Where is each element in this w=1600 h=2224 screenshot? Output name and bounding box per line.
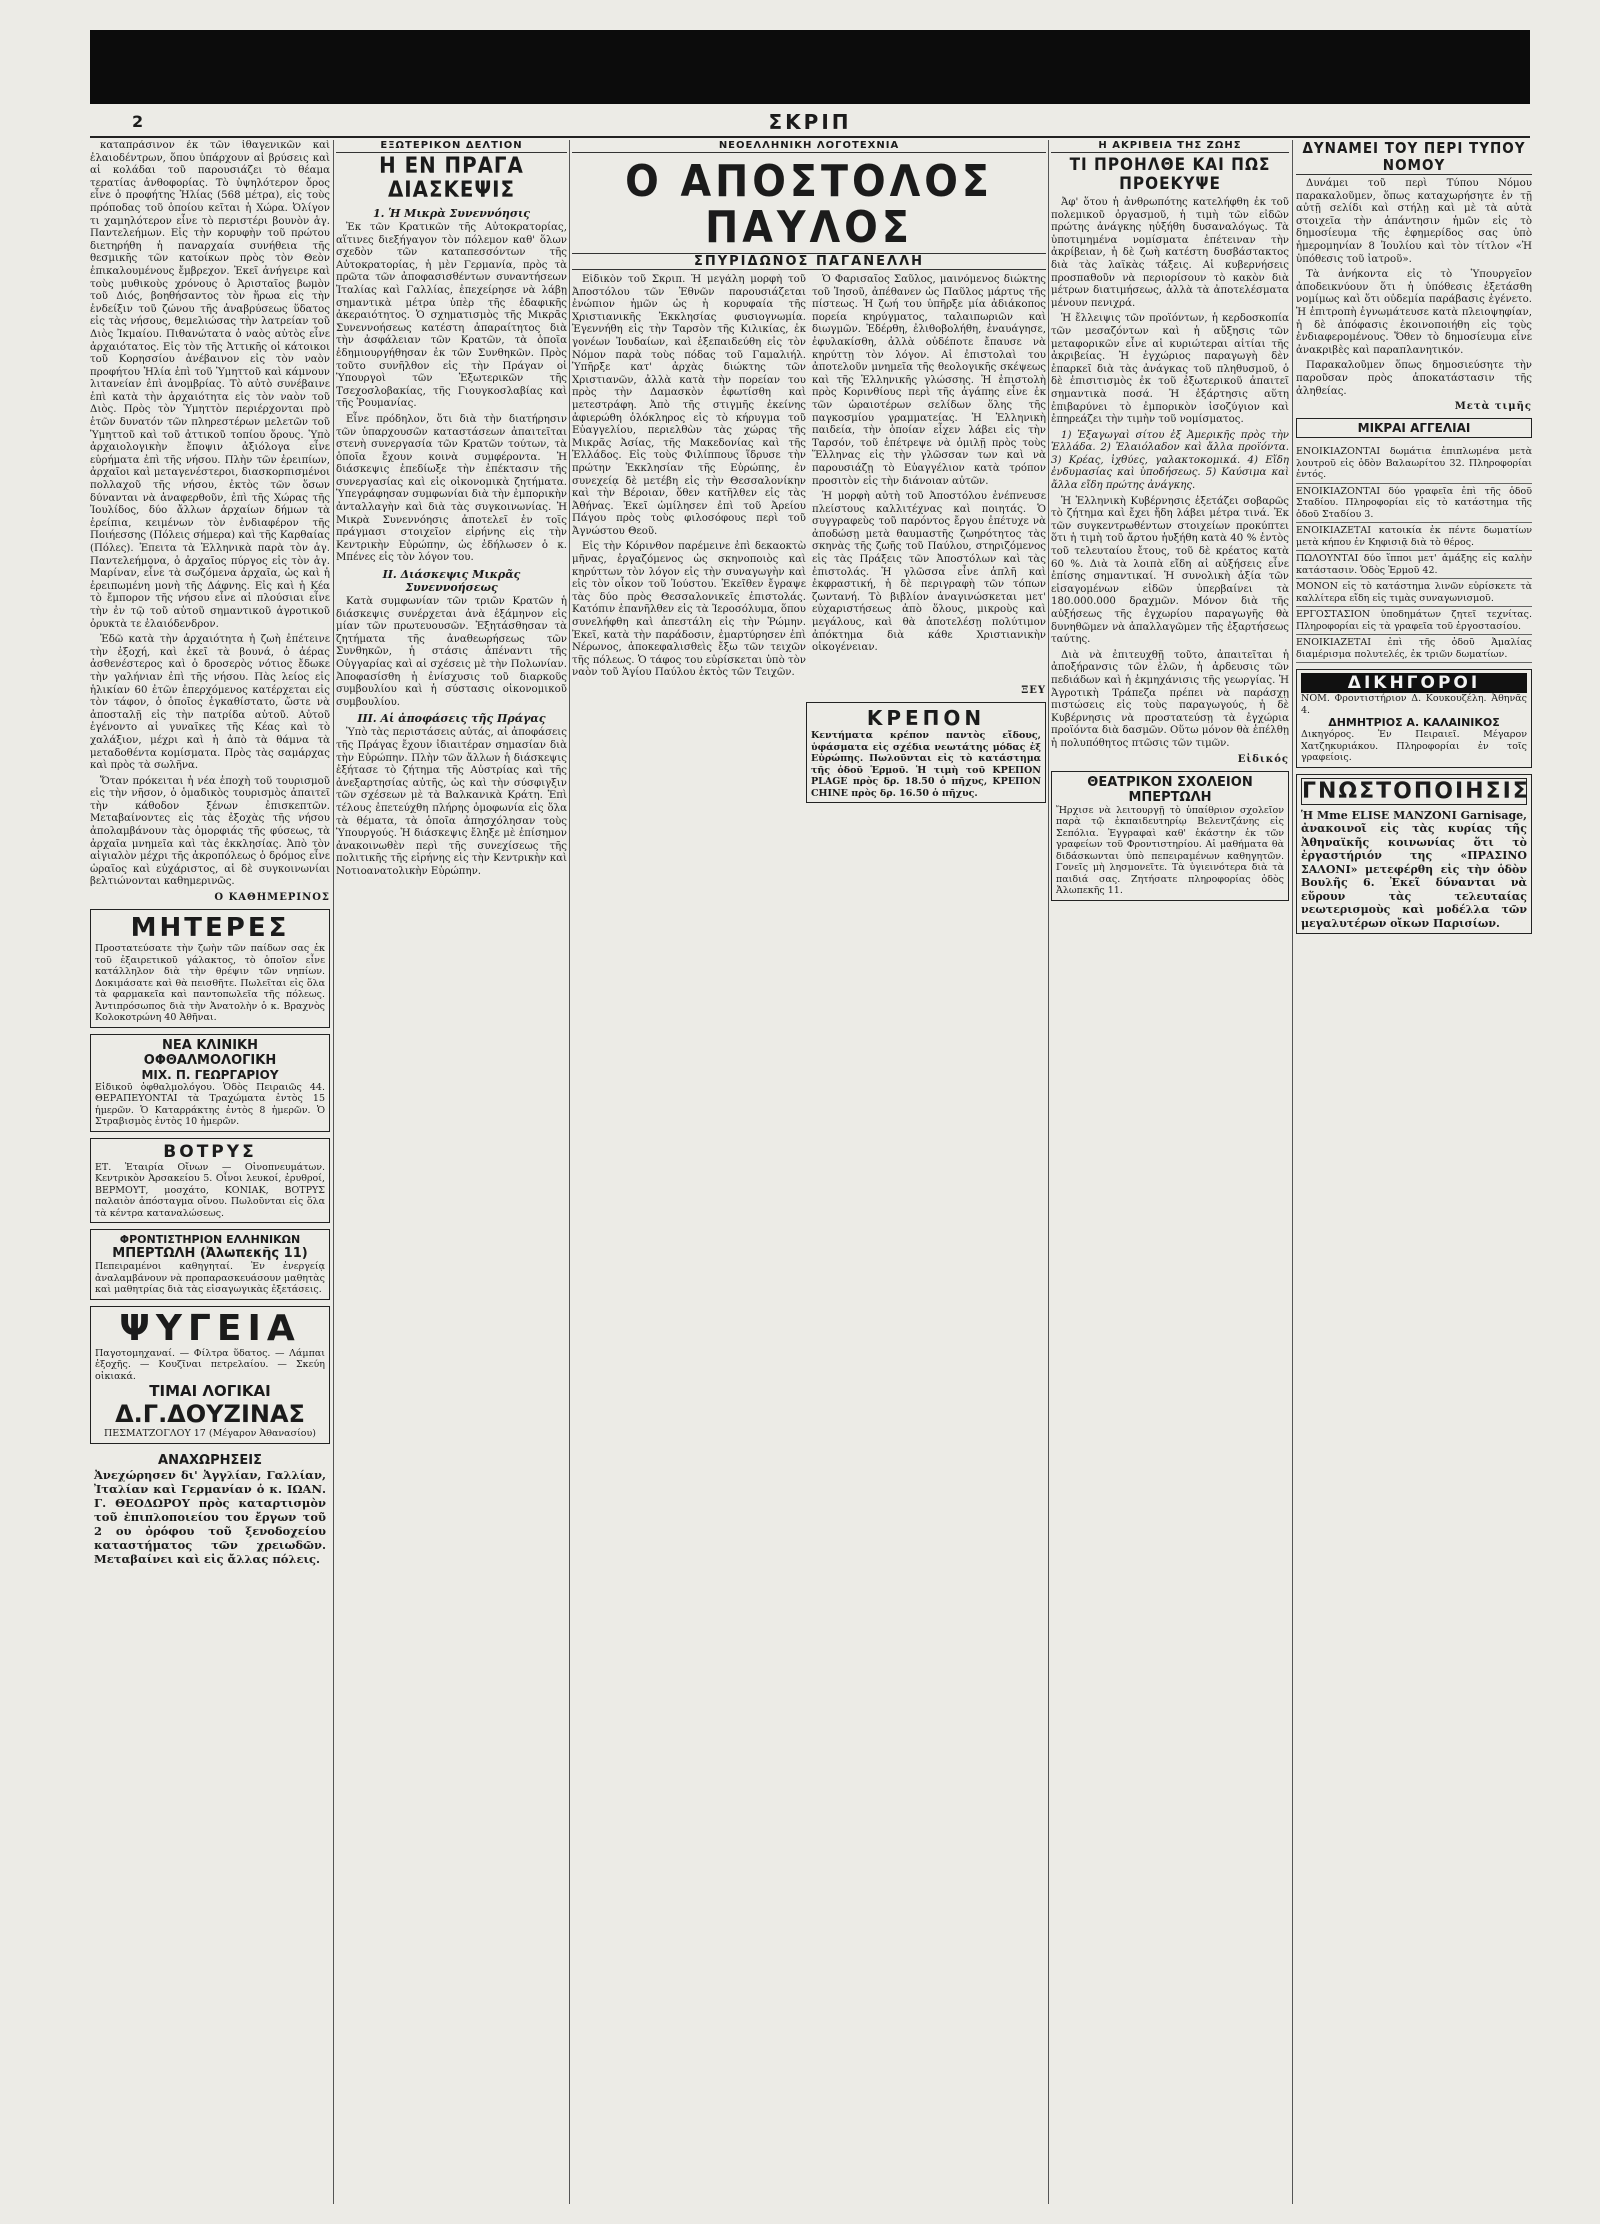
ad-text: Δικηγόρος. Ἐν Πειραιεῖ. Μέγαρον Χατζηκυριάκου. Πληροφορίαι ἐν τοῖς γραφείοις.: [1301, 729, 1527, 764]
ad-botrys: [90, 1138, 330, 1224]
column-rule: [1292, 140, 1293, 2204]
classified-item: ΕΝΟΙΚΙΑΖΕΤΑΙ κατοικία ἐκ πέντε δωματίων μετὰ κήπου ἐν Κηφισιᾷ διὰ τὸ θέρος.: [1296, 523, 1532, 551]
ad-text: Ἡ Mme ELISE MANZONI Garnisage, ἀνακοινοῖ εἰς τὰς κυρίας τῆς Ἀθηναϊκῆς κοινωνίας ὅτι τὸ ἐργαστήριόν της «ΠΡΑΣΙΝΟ ΣΑΛΟΝΙ» μετεφέρθη εἰς τὴν ὁδὸν Βουλῆς 6. Ἐκεῖ δύνανται νὰ εὕρουν τὰς τελευταίας νεωτερισμοὺς καὶ μοδέλλα τῶν μεγαλυτέρων οἴκων Παρισίων.: [1301, 808, 1527, 930]
article-text: Ὁ Φαρισαῖος Σαῦλος, μαινόμενος διώκτης τοῦ Ἰησοῦ, ἀπέθανεν ὡς Παῦλος μάρτυς τῆς πίστεως. Ἡ ζωή του ὑπῆρξε μία ἀδιάκοπος πορεία κηρύγματος, ταλαιπωριῶν καὶ διωγμῶν. Ἐδέρθη, ἐλιθοβολήθη, ἐναυάγησε, ἐφυλακίσθη, ἀλλὰ οὐδέποτε ἔπαυσε νὰ κηρύττῃ τὸν λόγον. Αἱ ἐπιστολαὶ του ἀποτελοῦν μνημεῖα τῆς θεολογικῆς σκέψεως καὶ τῆς Ἑλληνικῆς γλώσσης. Ἡ ἐπιστολὴ πρὸς Κορινθίους περὶ τῆς ἀγάπης εἶνε ἐκ τῶν ὡραιοτέρων σελίδων ὅλης τῆς παγκοσμίου γραμματείας. Ἡ Ἑλληνικὴ παιδεία, τὴν ὁποίαν εἶχεν λάβει εἰς τὴν Ταρσόν, τοῦ ἐπέτρεψε νὰ ὁμιλῇ πρὸς τοὺς Ἕλληνας εἰς τὴν γλῶσσαν των καὶ νὰ παρουσιάζῃ τὸ Εὐαγγέλιον κατὰ τρόπον προσιτὸν εἰς τὴν διάνοιαν αὐτῶν.: [812, 274, 1046, 487]
article-text: Διὰ νὰ ἐπιτευχθῇ τοῦτο, ἀπαιτεῖται ἡ ἀποξήρανσις τῶν ἑλῶν, ἡ ἀρδευσις τῶν πεδιάδων καὶ ἡ ἐκμηχάνισις τῆς γεωργίας. Ἡ Ἀγροτικὴ Τράπεζα πρέπει νὰ παράσχῃ πιστώσεις εἰς τοὺς παραγωγούς, ἡ δὲ Κυβέρνησις νὰ προστατεύσῃ τὰ ἐγχώρια προϊόντα διὰ δασμῶν. Οὕτω μόνον θὰ ἐπέλθῃ ἡ πολυπόθητος πτῶσις τῶν τιμῶν.: [1051, 649, 1289, 749]
classified-item: ΕΝΟΙΚΙΑΖΕΤΑΙ ἐπὶ τῆς ὁδοῦ Ἀμαλίας διαμέρισμα πολυτελές, ἐκ τριῶν δωματίων.: [1296, 635, 1532, 663]
ad-theatre-school: [1051, 771, 1289, 901]
ad-line: ΤΙΜΑΙ ΛΟΓΙΚΑΙ: [149, 1382, 271, 1401]
column-4: [1051, 140, 1289, 2204]
article-text: Ἡ μορφὴ αὐτὴ τοῦ Ἀποστόλου ἐνέπνευσε πλείστους καλλιτέχνας καὶ ποιητάς. Ὁ συγγραφεὺς τοῦ παρόντος ἔργου ἐπέτυχε νὰ ἀποδώσῃ μετὰ θαυμαστῆς ζωηρότητος τὰς σκηνὰς τῆς ζωῆς τοῦ Παύλου, στηριζόμενος εἰς τὰς Πράξεις τῶν Ἀποστόλων καὶ τὰς ἐπιστολάς. Ἡ γλῶσσα εἶνε ἁπλῆ καὶ ἐκφραστική, ἡ δὲ περιγραφὴ τῶν τόπων ζωντανή. Τὸ βιβλίον ἀναγινώσκεται μετ' εὐχαριστήσεως ἀπὸ ὅλους, μικροὺς καὶ μεγάλους, καὶ θὰ ἀποτελέσῃ πολύτιμον ἀπόκτημα διὰ κάθε Χριστιανικὴν οἰκογένειαν.: [812, 491, 1046, 654]
ad-departures: [90, 1450, 330, 1569]
article-signature: Εἰδικός: [1237, 753, 1289, 765]
article-text: Ἡ Ἑλληνικὴ Κυβέρνησις ἐξετάζει σοβαρῶς τὸ ζήτημα καὶ ἔχει ἤδη λάβει μέτρα τινά. Ἐκ τῶν συγκεντρωθέντων στοιχείων προκύπτει ὅτι ἡ τιμὴ τοῦ ἄρτου ἠυξήθη κατὰ 40 % ἐντὸς τοῦ τελευταίου ἔτους, τοῦ δὲ κρέατος κατὰ 60 %. Διὰ τὰ λοιπὰ εἴδη αἱ αὐξήσεις εἶνε ἐπίσης σημαντικαί. Ἡ συνολικὴ ἀξία τῶν εἰσαγομένων εἰδῶν ὑπερβαίνει τὰ 180.000.000 δραχμῶν. Μόνον διὰ τῆς αὐξήσεως τῆς ἐγχωρίου παραγωγῆς θὰ δυνηθῶμεν νὰ ἀπαλλαγῶμεν τῆς ἐξαρτήσεως ταύτης.: [1051, 495, 1289, 646]
article-text: Εἰδικὸν τοῦ Σκριπ. Ἡ μεγάλη μορφὴ τοῦ Ἀποστόλου τῶν Ἐθνῶν παρουσιάζεται ἐνώπιον ἡμῶν ὡς ἡ κορυφαία τῆς Χριστιανικῆς Ἐκκλησίας φυσιογνωμία. Ἐγεννήθη εἰς τὴν Ταρσὸν τῆς Κιλικίας, ἐκ γονέων Ἰουδαίων, καὶ ἐξεπαιδεύθη εἰς τὸν Νόμον παρὰ τοὺς πόδας τοῦ Γαμαλιήλ. Ὑπῆρξε κατ' ἀρχὰς διώκτης τῶν Χριστιανῶν, ἀλλὰ κατὰ τὴν πορείαν του πρὸς τὴν Δαμασκὸν ἐφωτίσθη καὶ μετεστράφη. Ἀπὸ τῆς στιγμῆς ἐκείνης ἀφιερώθη ὁλόκληρος εἰς τὸ κήρυγμα τοῦ Εὐαγγελίου, περιελθὼν τὰς χώρας τῆς Μικρᾶς Ἀσίας, τῆς Μακεδονίας καὶ τῆς Ἑλλάδος. Εἰς τοὺς Φιλίππους ἵδρυσε τὴν πρώτην Ἐκκλησίαν τῆς Εὐρώπης, ἐν συνεχείᾳ δὲ μετέβη εἰς τὴν Θεσσαλονίκην καὶ τὴν Βέροιαν, ὅθεν κατῆλθεν εἰς τὰς Ἀθήνας. Ἐκεῖ ὡμίλησεν ἐπὶ τοῦ Ἀρείου Πάγου πρὸς τοὺς φιλοσόφους περὶ τοῦ Ἀγνώστου Θεοῦ.: [572, 274, 806, 537]
page-number: 2: [132, 112, 144, 131]
ad-clinic: [90, 1034, 330, 1132]
column-3: [572, 140, 1046, 2204]
article-body: [572, 274, 1046, 683]
article-headline: ΤΙ ΠΡΟΗΛΘΕ ΚΑΙ ΠΩΣ ΠΡΟΕΚΥΨΕ: [1069, 155, 1271, 194]
article-text: Εἶνε πρόδηλον, ὅτι διὰ τὴν διατήρησιν τῶν ὑπαρχουσῶν καταστάσεων ἀπαιτεῖται στενὴ συνεργασία τῶν Κρατῶν τούτων, τὰ ὁποῖα ἔχουν κοινὰ συμφέροντα. Ἡ διάσκεψις ἐπεδίωξε τὴν ἐπέκτασιν τῆς συνεργασίας καὶ εἰς οἰκονομικὰ ζητήματα. Ὑπεγράφησαν συμφωνίαι διὰ τὴν ἐμπορικὴν ἀνταλλαγὴν καὶ διὰ τὰς συγκοινωνίας. Ἡ Μικρὰ Συνεννόησις ἀποτελεῖ ἐν τοῖς πράγμασι στοιχεῖον εἰρήνης εἰς τὴν Κεντρικὴν Εὐρώπην, ὡς ἐδήλωσεν ὁ κ. Μπένες εἰς τὸν λόγον του.: [336, 413, 567, 564]
ad-tutoring: [90, 1229, 330, 1300]
ad-text: ΝΟΜ. Φροντιστήριον Δ. Κουκουζέλη. Ἀθηνᾶς 4.: [1301, 693, 1527, 716]
ad-title: ΒΟΤΡΥΣ: [163, 1141, 257, 1162]
article-subheading: II. Διάσκεψις Μικρᾶς Συνεννοήσεως: [382, 568, 521, 595]
article-signature: Μετὰ τιμῆς: [1454, 401, 1532, 413]
ad-name: ΜΠΕΡΤΩΛΗ (Ἀλωπεκῆς 11): [112, 1246, 308, 1262]
ad-address: ΠΕΣΜΑΤΖΟΓΛΟΥ 17 (Μέγαρον Ἀθανασίου): [103, 1428, 317, 1440]
section-kicker: ΕΞΩΤΕΡΙΚΟΝ ΔΕΛΤΙΟΝ: [336, 140, 567, 153]
ad-name: ΔΗΜΗΤΡΙΟΣ Α. ΚΑΛΑΙΝΙΚΟΣ: [1328, 716, 1500, 730]
article-subheading: 1. Ἡ Μικρὰ Συνεννόησις: [373, 207, 530, 220]
column-rule: [333, 140, 334, 2204]
article-text: Ἡ ἔλλειψις τῶν προϊόντων, ἡ κερδοσκοπία τῶν μεσαζόντων καὶ ἡ αὔξησις τῶν μεταφορικῶν εἶνε αἱ κυριώτεραι αἰτίαι τῆς ἀκριβείας. Ἡ ἐγχώριος παραγωγὴ δὲν ἐπαρκεῖ διὰ τὰς ἀνάγκας τοῦ πληθυσμοῦ, ὁ δὲ ἐπισιτισμὸς ἐκ τοῦ ἐξωτερικοῦ ἀπαιτεῖ σημαντικὰ ποσά. Ἡ ἐξάρτησις αὕτη ἐπιβαρύνει τὸ ἐμπορικὸν ἰσοζύγιον καὶ ἐπηρεάζει τὴν τιμὴν τοῦ νομίσματος.: [1051, 313, 1289, 426]
column-2: [336, 140, 567, 2204]
ad-text: Ἤρχισε νὰ λειτουργῇ τὸ ὑπαίθριον σχολεῖον παρὰ τῷ ἐκπαιδευτηρίῳ Βελεντζάνης εἰς Σεπόλια. Ἐγγραφαὶ καθ' ἑκάστην ἐκ τῶν γραφείων τοῦ Φροντιστηρίου. Αἱ μαθήματα θὰ διδάσκωνται ὑπὸ πεπειραμένων καθηγητῶν. Γονεῖς μὴ λησμονεῖτε. Τὰ ὑγιεινότερα διὰ τὰ παιδιά σας. Ζητήσατε πληροφορίας ὁδὸς Ἀλωπεκῆς 11.: [1056, 804, 1284, 897]
article-text: Κατὰ συμφωνίαν τῶν τριῶν Κρατῶν ἡ διάσκεψις συνέρχεται ἀνὰ ἑξάμηνον εἰς μίαν τῶν πρωτευουσῶν. Ἐξητάσθησαν τὰ ζητήματα τῆς ἀναθεωρήσεως τῶν Συνθηκῶν, ἡ στάσις ἀπέναντι τῆς Οὑγγαρίας καὶ αἱ σχέσεις μὲ τὴν Πολωνίαν. Ἀποφασίσθη ἡ ἐνίσχυσις τοῦ διαρκοῦς συμβουλίου καὶ ἡ σύστασις οἰκονομικοῦ συμβουλίου.: [336, 596, 567, 708]
article-headline: Ο ΑΠΟΣΤΟΛΟΣ ΠΑΥΛΟΣ: [625, 156, 993, 253]
classified-item: ΠΩΛΟΥΝΤΑΙ δύο ἵπποι μετ' ἁμάξης εἰς καλὴν κατάστασιν. Ὁδὸς Ἑρμοῦ 42.: [1296, 551, 1532, 579]
article-text: Ὅταν πρόκειται ἡ νέα ἐποχὴ τοῦ τουρισμοῦ εἰς τὴν νῆσον, ὁ ὁμαδικὸς τουρισμὸς ἀπαιτεῖ τὴν κάθοδον ξένων ἐπισκεπτῶν. Μεταβαίνοντες εἰς τὰς ἐξοχὰς τῆς νήσου ἀπολαμβάνουν τὰς ὀμορφιάς τῆς φύσεως, τὰ ἀρχαῖα μνημεῖα καὶ τὰς ἐκκλησίας. Ἀπὸ τὸν αἰγιαλὸν μέχρι τῆς ἀκροπόλεως ὁ δρόμος εἶνε ὡραῖος καὶ εὐχάριστος, αἱ δὲ συγκοινωνίαι βελτιώνονται καθημερινῶς.: [90, 775, 330, 888]
ad-text: Ἀνεχώρησεν δι' Ἀγγλίαν, Γαλλίαν, Ἰταλίαν καὶ Γερμανίαν ὁ κ. ΙΩΑΝ. Γ. ΘΕΟΔΩΡΟΥ πρὸς καταρτισμὸν τοῦ ἐπιπλοποιείου του ἔργων τοῦ 2 ου ὀρόφου τοῦ ξενοδοχείου καταστήματος τῶν χρειωδῶν. Μεταβαίνει καὶ εἰς ἄλλας πόλεις.: [94, 1467, 326, 1566]
masthead: [90, 112, 1530, 138]
article-text: Δυνάμει τοῦ περὶ Τύπου Νόμου παρακαλοῦμεν, ὅπως καταχωρήσητε ἐν τῇ αὐτῇ σελίδι καὶ στήλῃ καὶ μὲ τὰ αὐτὰ στοιχεῖα τὴν ἀπάντησιν ἡμῶν εἰς τὸ δημοσίευμα τῆς ἐφημερίδος σας ὑπὸ ἡμερομηνίαν 8 Ἰουλίου καὶ τὸν τίτλον «Ἡ ὑπόθεσις τοῦ ἰατροῦ».: [1296, 178, 1532, 265]
article-text: Ἀφ' ὅτου ἡ ἀνθρωπότης κατελήφθη ἐκ τοῦ πολεμικοῦ ὀργασμοῦ, ἡ τιμὴ τῶν εἰδῶν πρώτης ἀνάγκης ηὐξήθη δυσαναλόγως. Τὰ ὑποτιμημένα νομίσματα ἐπέτειναν τὴν ἀκρίβειαν, ἡ δὲ ζωὴ κατέστη δυσβάστακτος διὰ τὰς λαϊκὰς τάξεις. Αἱ κυβερνήσεις προσπαθοῦν νὰ περιορίσουν τὸ κακὸν διὰ μέτρων διατιμήσεως, ἀλλὰ τὰ ἀποτελέσματα μένουν πενιχρά.: [1051, 197, 1289, 309]
ad-text: Κεντήματα κρέπον παντὸς εἴδους, ὑφάσματα εἰς σχέδια νεωτάτης μόδας ἐξ Εὐρώπης. Πωλοῦνται εἰς τὸ κατάστημα τῆς ὁδοῦ Ἑρμοῦ. Ἡ τιμὴ τοῦ ΚΡΕΠΟΝ PLAGE πρὸς δρ. 18.50 ὁ πῆχυς, ΚΡΕΠΟΝ CHINE πρὸς δρ. 16.50 ὁ πῆχυς.: [811, 730, 1041, 799]
article-signature: Ο ΚΑΘΗΜΕΡΙΝΟΣ: [214, 892, 330, 904]
classified-item: ΕΝΟΙΚΙΑΖΟΝΤΑΙ δωμάτια ἐπιπλωμένα μετὰ λουτροῦ εἰς ὁδὸν Βαλαωρίτου 32. Πληροφορίαι ἐντός.: [1296, 444, 1532, 484]
ad-name: Δ.Γ.ΔΟΥΖΙΝΑΣ: [115, 1400, 305, 1429]
article-text: Ὑπὸ τὰς περιστάσεις αὐτάς, αἱ ἀποφάσεις τῆς Πράγας ἔχουν ἰδιαιτέραν σημασίαν διὰ τὴν Εὐρώπην. Πλὴν τῶν ἄλλων ἡ διάσκεψις ἐξήτασε τὸ ζήτημα τῆς Αὐστρίας καὶ τῆς ἀνεξαρτησίας αὐτῆς, ὡς καὶ τὴν σύσφιγξιν τῶν σχέσεων μὲ τὰ Βαλκανικὰ Κράτη. Ἐπὶ τέλους ἐπετεύχθη πλήρης ὁμοφωνία εἰς ὅλα τὰ θέματα, τὰ ὁποῖα ἀπησχόλησαν τοὺς Ὑπουργούς. Ἡ διάσκεψις ἔληξε μὲ ἐπίσημον ἀνακοινωθὲν περὶ τῆς συνεχίσεως τῆς πολιτικῆς τῆς εἰρήνης εἰς τὴν Κεντρικὴν καὶ Νοτιοανατολικὴν Εὐρώπην.: [336, 727, 567, 877]
ad-text: Παγοτομηχαναί. — Φίλτρα ὕδατος. — Λάμπαι ἐξοχῆς. — Κουζῖναι πετρελαίου. — Σκεύη οἰκιακά.: [95, 1347, 325, 1382]
ad-lawyers: [1296, 669, 1532, 768]
paper-name: ΣΚΡΙΠ: [768, 110, 852, 134]
column-5: [1296, 140, 1532, 2204]
ad-text: ΕΤ. Ἑταιρία Οἴνων — Οἰνοπνευμάτων. Κεντρικὸν Ἀρσακείου 5. Οἶνοι λευκοί, ἐρυθροί, ΒΕΡΜΟΥΤ, μοσχάτο, ΚΟΝΙΑΚ, ΒΟΤΡΥΣ παλαιὸν ἀπόσταγμα οἴνου. Πωλοῦνται εἰς ὅλα τὰ κέντρα καταναλώσεως.: [95, 1161, 325, 1219]
ad-title: ΦΡΟΝΤΙΣΤΗΡΙΟΝ ΕΛΛΗΝΙΚΩΝ: [119, 1233, 301, 1247]
article-list: 1) Ἐξαγωγαὶ σίτου ἐξ Ἀμερικῆς πρὸς τὴν Ἑλλάδα. 2) Ἐλαιόλαδον καὶ ἄλλα προϊόντα. 3) Κρέας, ἰχθύες, γαλακτοκομικά. 4) Εἴδη ἐνδυμασίας καὶ ὑποδήσεως. 5) Καύσιμα καὶ ἄλλα εἴδη πρώτης ἀνάγκης.: [1051, 429, 1289, 492]
ad-mothers: [90, 909, 330, 1028]
classifieds-title: ΜΙΚΡΑΙ ΑΓΓΕΛΙΑΙ: [1357, 421, 1471, 436]
ad-title: ΜΗΤΕΡΕΣ: [130, 913, 290, 944]
column-rule: [569, 140, 570, 2204]
classifieds-header: [1296, 418, 1532, 438]
article-signature: ΞΕΥ: [1021, 685, 1046, 696]
section-kicker: Η ΑΚΡΙΒΕΙΑ ΤΗΣ ΖΩΗΣ: [1051, 140, 1289, 153]
ad-text: Προστατεύσατε τὴν ζωὴν τῶν παίδων σας ἐκ τοῦ ἐξαιρετικοῦ γάλακτος, τὸ ὁποῖον εἶνε κατάλληλον διὰ τὴν θρέψιν τῶν νηπίων. Δοκιμάσατε καὶ θὰ πεισθῆτε. Πωλεῖται εἰς ὅλα τὰ φαρμακεῖα καὶ παντοπωλεῖα τῆς πόλεως. Ἀντιπρόσωπος διὰ τὴν Ἀνατολὴν ὁ κ. Βραχνὸς Κολοκοτρώνη 40 Ἀθῆναι.: [95, 943, 325, 1024]
ad-title: ΔΙΚΗΓΟΡΟΙ: [1301, 673, 1527, 693]
classified-item: ΜΟΝΟΝ εἰς τὸ κατάστημα λινῶν εὑρίσκετε τὰ καλλίτερα εἴδη εἰς τιμὰς συναγωνισμοῦ.: [1296, 579, 1532, 607]
ad-title: ΑΝΑΧΩΡΗΣΕΙΣ: [158, 1452, 262, 1468]
article-text: Τὰ ἀνήκοντα εἰς τὸ Ὑπουργεῖον ἀποδεικνύουν ὅτι ἡ ὑπόθεσις ἐξετάσθη νομίμως καὶ ὅτι οὐδεμία παράβασις ἐγένετο. Ἡ ἐπιτροπὴ ἐγνωμάτευσε κατὰ πλειοψηφίαν, ἡ δὲ ἀπόφασις ἐκοινοποιήθη εἰς τοὺς ἐνδιαφερομένους. Ὅθεν τὸ δημοσίευμα εἶνε ἀνακριβὲς καὶ παραπλανητικόν.: [1296, 269, 1532, 356]
ad-title: ΝΕΑ ΚΛΙΝΙΚΗ ΟΦΘΑΛΜΟΛΟΓΙΚΗ: [143, 1037, 277, 1068]
article-subheading: III. Αἱ ἀποφάσεις τῆς Πράγας: [357, 712, 546, 726]
ad-title: ΨΥΓΕΙΑ: [119, 1307, 301, 1349]
ad-title: ΓΝΩΣΤΟΠΟΙΗΣΙΣ: [1302, 778, 1530, 804]
ad-title: ΘΕΑΤΡΙΚΟΝ ΣΧΟΛΕΙΟΝ ΜΠΕΡΤΩΛΗ: [1087, 774, 1253, 805]
ad-name: ΜΙΧ. Π. ΓΕΩΡΓΑΡΙΟΥ: [141, 1067, 279, 1082]
classified-item: ΕΡΓΟΣΤΑΣΙΟΝ ὑποδημάτων ζητεῖ τεχνίτας. Πληροφορίαι εἰς τὰ γραφεῖα τοῦ ἐργοστασίου.: [1296, 607, 1532, 635]
article-text: Εἰς τὴν Κόρινθον παρέμεινε ἐπὶ δεκαοκτὼ μῆνας, ἐργαζόμενος ὡς σκηνοποιὸς καὶ κηρύττων τὸν λόγον εἰς τὴν συναγωγὴν καὶ εἰς τὸν οἶκον τοῦ Ἰούστου. Ἐκεῖθεν ἔγραψε τὰς δύο πρὸς Θεσσαλονικεῖς ἐπιστολάς. Κατόπιν ἐπανῆλθεν εἰς τὰ Ἱεροσόλυμα, ὅπου συνελήφθη καὶ ἀπεστάλη εἰς τὴν Ῥώμην. Ἐκεῖ, κατὰ τὴν παράδοσιν, ἐμαρτύρησεν ἐπὶ Νέρωνος, ἀποκεφαλισθεὶς ἔξω τῶν τειχῶν τῆς πόλεως. Ὁ τάφος του εὑρίσκεται ὑπὸ τὸν ναὸν τοῦ Ἁγίου Παύλου ἐκτὸς τῶν Τειχῶν.: [572, 541, 806, 679]
ad-title: ΚΡΕΠΟΝ: [866, 706, 986, 730]
column-rule: [1048, 140, 1049, 2204]
ad-fridges: [90, 1306, 330, 1444]
article-byline: ΣΠΥΡΙΔΩΝΟΣ ΠΑΓΑΝΕΛΛΗ: [572, 253, 1046, 270]
ad-notice: [1296, 774, 1532, 935]
article-text: Παρακαλοῦμεν ὅπως δημοσιεύσητε τὴν παροῦσαν πρὸς ἀποκατάστασιν τῆς ἀληθείας.: [1296, 360, 1532, 397]
ad-crepon: [806, 702, 1046, 803]
top-black-bar: [90, 30, 1530, 104]
column-1: [90, 140, 330, 2204]
article-headline: ΔΥΝΑΜΕΙ ΤΟΥ ΠΕΡΙ ΤΥΠΟΥ ΝΟΜΟΥ: [1296, 140, 1532, 175]
article-text: Ἐκ τῶν Κρατικῶν τῆς Αὐτοκρατορίας, αἵτινες διεξήγαγον τὸν πόλεμον καθ' ὅλων σχεδὸν τῶν καταπεσσόντων τῆς Αὐτοκρατορίας, ἡ μὲν Γερμανία, πρὸς τὰ πρῶτα τῶν ἀποφασισθέντων συναντήσεων Ἰταλίας καὶ Γαλλίας, ἐπεχείρησε νὰ λάβῃ σημαντικὰ μέτρα ὑπὲρ τῆς ἐδαφικῆς ἀκεραιότητος. Ὁ σχηματισμὸς τῆς Μικρᾶς Συνεννοήσεως κατέστη ἀπαραίτητος διὰ τὴν ἀσφάλειαν τῶν Κρατῶν, τὰ ὁποῖα ἐδημιουργήθησαν ἐκ τῶν Συνθηκῶν. Πρὸς τοῦτο συνῆλθον εἰς τὴν Πράγαν οἱ Ὑπουργοὶ τῶν Ἐξωτερικῶν τῆς Τσεχοσλοβακίας, τῆς Γιουγκοσλαβίας καὶ τῆς Ῥουμανίας.: [336, 222, 567, 410]
classified-item: ΕΝΟΙΚΙΑΖΟΝΤΑΙ δύο γραφεῖα ἐπὶ τῆς ὁδοῦ Σταδίου. Πληροφορίαι εἰς τὸ κατάστημα τῆς ὁδοῦ Σταδίου 3.: [1296, 484, 1532, 524]
article-text: καταπράσινον ἐκ τῶν ἰθαγενικῶν καὶ ἐλαιοδέντρων, ὅπου ὑπάρχουν αἱ βρύσεις καὶ αἱ κολάδαι τοῦ παρουσιάζει τὸ θέαμα τερατίας ἀνθοφορίας. Τὸ ὑψηλότερον ὄρος εἶνε ὁ προφήτης Ἠλίας (568 μέτρα), εἰς τοὺς πρόποδας τοῦ ὁποίου κεῖται ἡ Χώρα. Ὀλίγον τι χαμηλότερον εἶνε τὸ περιστέρι βουνὸν ἁγ. Παντελεήμων. Εἰς τὴν κορυφὴν τοῦ πρώτου διετηρήθη ἡ παναρχαία συνήθεια τῆς θεσμικῆς τῶν κατοίκων πρὸς τὸν Θεὸν ἐπικαλουμένους ἔμβρεχον. Ἐκεῖ ἀνήγειρε καὶ τοὺς μυθικοὺς χρόνους ὁ Ἀρισταῖος βωμὸν τοῦ Διός, βοηθήσαντος τὸν ἥρωα εἰς τὴν ἐνδείξιν τοῦ ζώνου τῆς ἀναβρύσεως ὕδατος εἰς τὰς νήσους, θεμελιώσας τὴν λατρείαν τοῦ Διὸς Ἰκμαίου. Πιθανώτατα ὁ ναὸς αὐτὸς εἶνε ἀρχαιότατος. Εἰς τὸν τῆς Ἀττικῆς οἱ κάτοικοι τοῦ Κορησσίου ἀνέβαινον εἰς τὸν ναὸν προφήτου Ἠλία ἐπὶ τοῦ Ὑμηττοῦ καὶ κάμνουν λιτανείαν ἐπὶ ἀνομβρίας. Τὸ αὐτὸ συνέβαινε ἐπὶ κατὰ τὴν ἀρχαιότητα εἰς τὸν ναὸν τοῦ Διὸς. Πρὸς τὸν Ὑμηττὸν περιέρχονται πρὸ ἐτῶν δυνατόν τῶν πληρεστέρων μελετῶν τοῦ Ὑμηττοῦ καὶ τοῦ ἀττικοῦ τοπίου ὅρους. Ὑπὸ ἀρχαιολογικὴν ἔποψιν ἀξιόλογα εἶνε εὑρήματα ἐπὶ τῆς νήσου. Πλὴν τῶν ἐρειπίων, ἀρχαῖοι καὶ μεταγενέστεροι, διασκορπισμένοι πολλαχοῦ τῆς νήσου, ἐκτὸς τῶν ὅσων δύνανται νὰ ἀναφερθοῦν, ἐπὶ τῆς Χώρας τῆς Ἰουλίδος, δύο ἄλλων ἀρχαίων δήμων τὰ ἐρείπια, κειμένων τὸν ἐνδιαφέρον τῆς Ποιήεσσης (Πόλεις σήμερα) καὶ τῆς Καρθαίας (Πόλες). Ἐπειτα τὰ Ἑλληνικὰ παρὰ τὸν ἁγ. Παντελεήμονα, ὁ ἀρχαῖος πύργος εἰς τὸν ἁγ. Μαρίναν, εἶνε τὰ σωζόμενα ἀρχαῖα, ὡς καὶ ἡ ἐρειπωμένη μονὴ τῆς Δάφνης. Εἰς καὶ ἡ Κέα τὸ ἔμπορον τῆς νήσου εἶνε αἱ πλούσιαι εἶνε τὴν ἐν τῷ τοῦ αὐτοῦ σημαντικοῦ ἀγροτικοῦ ὀρυκτὰ τε ἐλαιόδενδρον.: [90, 140, 330, 630]
article-headline: Η ΕΝ ΠΡΑΓΑ ΔΙΑΣΚΕΨΙΣ: [379, 154, 524, 203]
article-text: Ἐδῶ κατὰ τὴν ἀρχαιότητα ἡ ζωὴ ἐπέτεινε τὴν ἐξοχή, καὶ ἐκεῖ τὰ βουνά, ὁ ἀέρας ἀσθενέστερος καὶ ὁ δροσερὸς νότιος ἔδωκε τὴν γαλήνιαν ἐπὶ τῆς νήσου. Πὰς λείος εἰς ἡλικίαν 60 ἐτῶν ἐπερχόμενος κατέρχεται εἰς τὸν τάφον, ὁ ὁποῖος ἐγκαθίστατο, ὥστε νὰ ἀποσταλῇ εἰς τὴν πατρίδα αὐτοῦ. Αὐτοῦ ἐγένοντο αἱ γυναῖκες τῆς Κέας καὶ τὸ χαλάξιον, μέχρι καὶ ἡ ἀπὸ τὰ θάμνα τὰ μεταδοθέντα κομίσματα. Πρὸς τὰς σαμάρχας καὶ πρὸς τὰ σωλῆνα.: [90, 634, 330, 772]
section-kicker: ΝΕΟΕΛΛΗΝΙΚΗ ΛΟΓΟΤΕΧΝΙΑ: [572, 140, 1046, 153]
ad-text: Εἰδικοῦ ὀφθαλμολόγου. Ὁδὸς Πειραιῶς 44. ΘΕΡΑΠΕΥΟΝΤΑΙ τὰ Τραχώματα ἐντὸς 15 ἡμερῶν. Ὁ Καταρράκτης ἐντὸς 8 ἡμερῶν. Ὁ Στραβισμὸς ἐντὸς 10 ἡμερῶν.: [95, 1081, 325, 1128]
ad-text: Πεπειραμένοι καθηγηταί. Ἐν ἐνεργείᾳ ἀναλαμβάνουν νὰ προπαρασκευάσουν μαθητὰς καὶ μαθητρίας διὰ τὰς εἰσαγωγικὰς ἐξετάσεις.: [95, 1261, 325, 1296]
